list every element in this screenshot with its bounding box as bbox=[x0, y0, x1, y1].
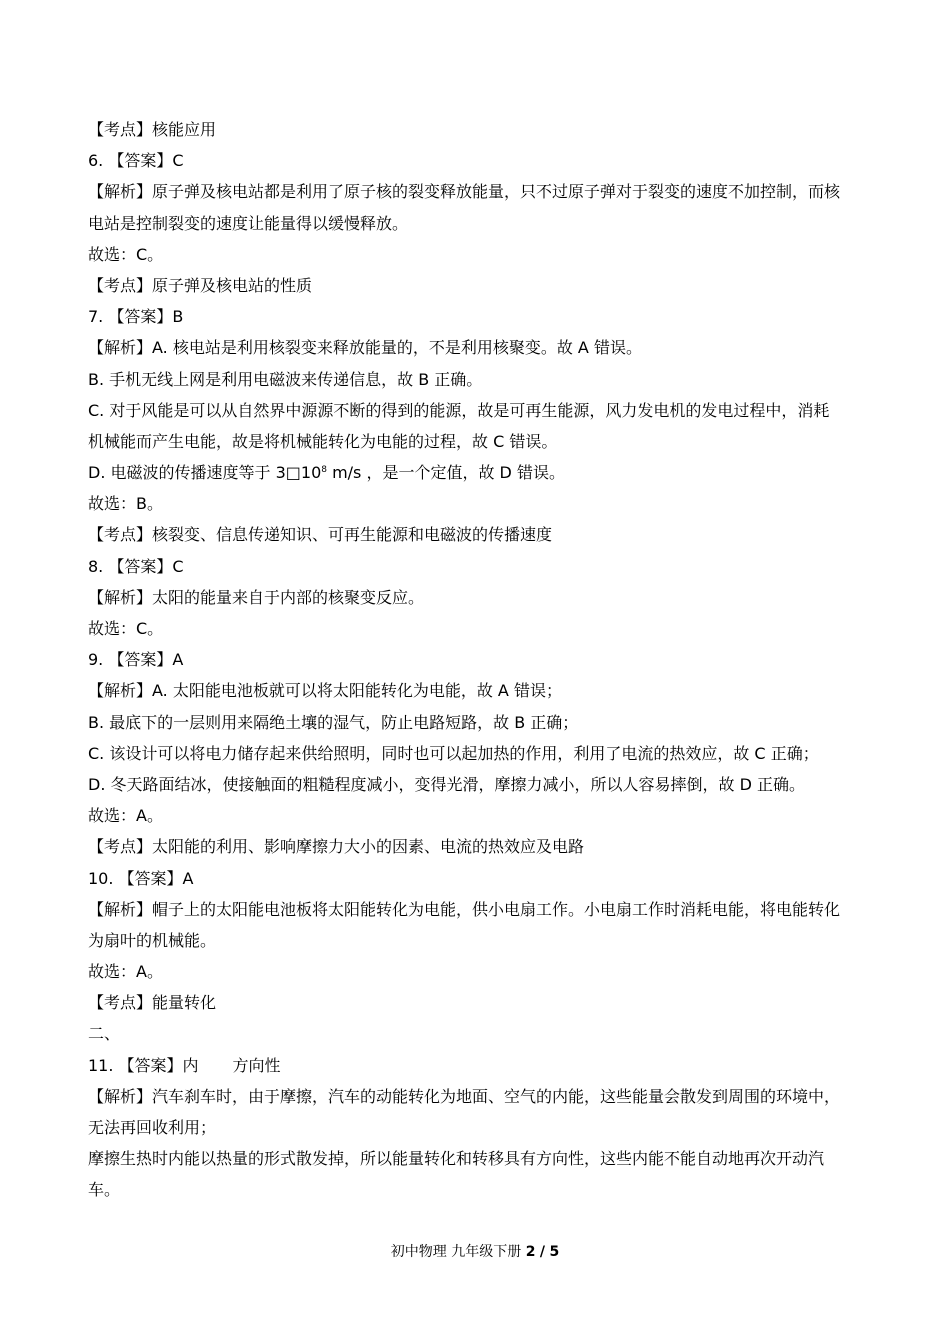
footer-grade: 九年级下册 bbox=[451, 1244, 522, 1260]
text-line: 电站是控制裂变的速度让能量得以缓慢释放。 bbox=[88, 213, 409, 233]
question-11-answer bbox=[88, 1050, 868, 1081]
speed-of-light-line bbox=[88, 457, 868, 488]
text-line: 机械能而产生电能，故是将机械能转化为电能的过程，故 C 错误。 bbox=[88, 431, 558, 451]
text-line: 摩擦生热时内能以热量的形式散发掉，所以能量转化和转移具有方向性，这些内能不能自动地再次开动汽 bbox=[88, 1149, 825, 1169]
page-footer bbox=[0, 1242, 950, 1262]
question-8-answer: 8. 【答案】C bbox=[88, 556, 184, 576]
text-line: 【解析】帽子上的太阳能电池板将太阳能转化为电能，供小电扇工作。小电扇工作时消耗电能，将电能转化 bbox=[88, 899, 841, 919]
text-line: 故选：C。 bbox=[88, 619, 164, 638]
text-line: 【考点】太阳能的利用、影响摩擦力大小的因素、电流的热效应及电路 bbox=[88, 837, 585, 857]
footer-page-number: 2 bbox=[525, 1244, 536, 1260]
text-line: B. 手机无线上网是利用电磁波来传递信息，故 B 正确。 bbox=[88, 369, 483, 389]
text-line: C. 对于风能是可以从自然界中源源不断的得到的能源，故是可再生能源，风力发电机的发电过程中，消耗 bbox=[88, 400, 830, 420]
text-line: B. 最底下的一层则用来隔绝土壤的湿气，防止电路短路，故 B 正确； bbox=[88, 712, 579, 732]
footer-separator: / bbox=[539, 1244, 546, 1260]
text-line: 故选：A。 bbox=[88, 962, 163, 982]
text-line: 【考点】核能应用 bbox=[88, 120, 217, 139]
times-symbol: □ bbox=[285, 463, 301, 483]
text-line: 故选：B。 bbox=[88, 494, 163, 514]
question-11-label: 11. 【答案】内 bbox=[88, 1055, 199, 1075]
power-base: 10 bbox=[300, 463, 322, 483]
power-exponent: 8 bbox=[321, 465, 327, 476]
text-line: D. 冬天路面结冰，使接触面的粗糙程度减小，变得光滑，摩擦力减小，所以人容易摔倒，故 D 正确。 bbox=[88, 774, 805, 794]
text-line: 【考点】原子弹及核电站的性质 bbox=[88, 275, 313, 295]
footer-subject: 初中物理 bbox=[390, 1244, 447, 1260]
question-9-answer: 9. 【答案】A bbox=[88, 650, 184, 670]
text-line: 无法再回收利用； bbox=[88, 1118, 217, 1137]
speed-prefix: D. 电磁波的传播速度等于 3 bbox=[88, 463, 286, 483]
question-11-answer-2: 方向性 bbox=[232, 1055, 281, 1075]
text-line: 故选：A。 bbox=[88, 806, 163, 826]
document-body bbox=[88, 114, 868, 1206]
text-line: 故选：C。 bbox=[88, 244, 164, 264]
text-line: 【解析】A. 太阳能电池板就可以将太阳能转化为电能，故 A 错误； bbox=[88, 681, 562, 701]
question-10-answer: 10. 【答案】A bbox=[88, 868, 194, 888]
text-line: 【解析】太阳的能量来自于内部的核聚变反应。 bbox=[88, 587, 425, 607]
footer-total-pages: 5 bbox=[549, 1244, 560, 1260]
text-line: 车。 bbox=[88, 1180, 121, 1200]
text-line: 【解析】A. 核电站是利用核裂变来释放能量的，不是利用核聚变。故 A 错误。 bbox=[88, 338, 642, 358]
text-line: 为扇叶的机械能。 bbox=[88, 930, 217, 950]
text-line: 【考点】核裂变、信息传递知识、可再生能源和电磁波的传播速度 bbox=[88, 525, 553, 545]
speed-suffix: m/s ，是一个定值，故 D 错误。 bbox=[326, 463, 565, 483]
text-line: C. 该设计可以将电力储存起来供给照明，同时也可以起加热的作用，利用了电流的热效应，故 C 正确； bbox=[88, 743, 819, 763]
text-line: 【解析】原子弹及核电站都是利用了原子核的裂变释放能量，只不过原子弹对于裂变的速度不加控制，而核 bbox=[88, 182, 841, 202]
text-line: 【考点】能量转化 bbox=[88, 993, 217, 1013]
question-7-answer: 7. 【答案】B bbox=[88, 307, 184, 327]
text-line: 【解析】汽车刹车时，由于摩擦，汽车的动能转化为地面、空气的内能，这些能量会散发到周围的环境中， bbox=[88, 1086, 841, 1106]
section-heading: 二、 bbox=[88, 1024, 121, 1044]
question-6-answer: 6. 【答案】C bbox=[88, 151, 184, 171]
